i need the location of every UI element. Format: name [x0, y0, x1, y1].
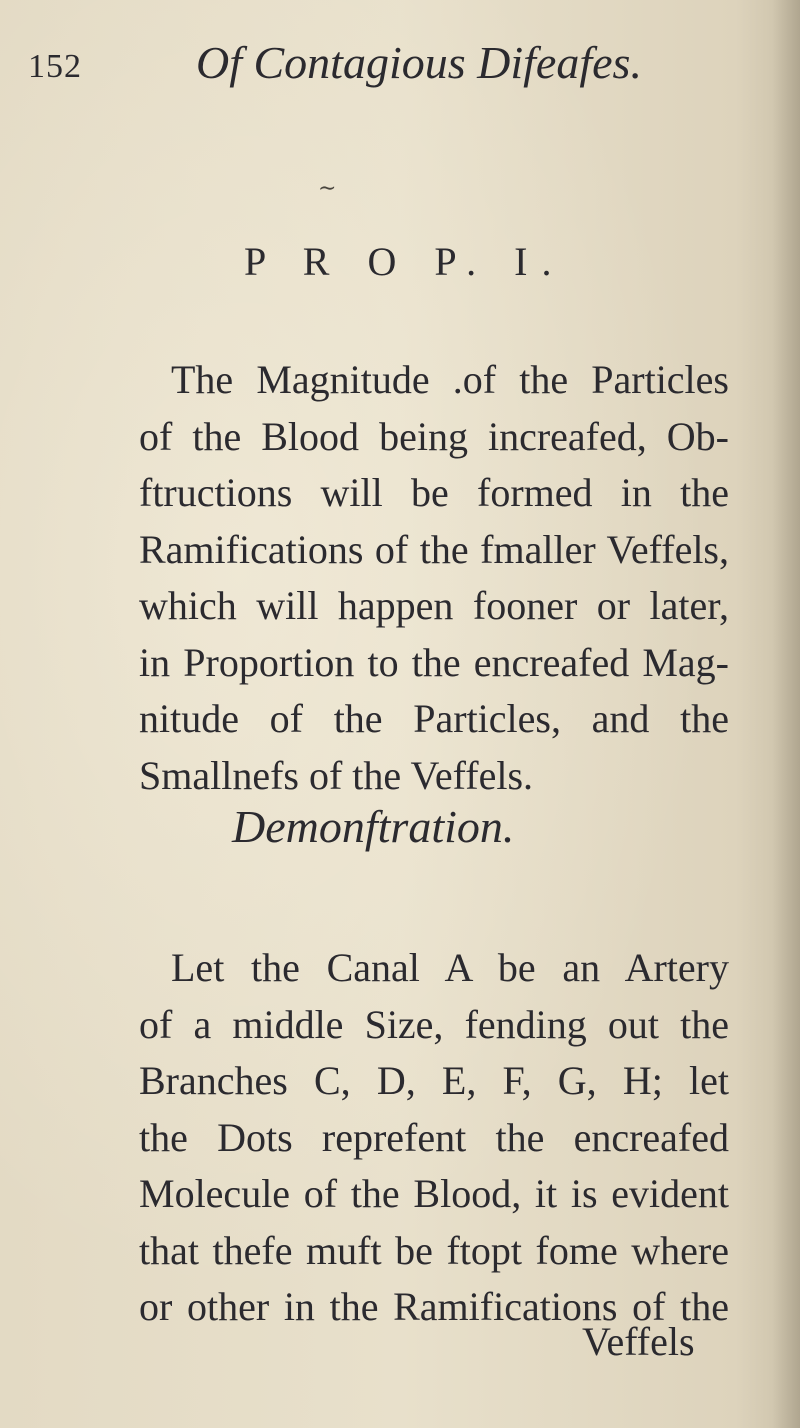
text-line: that thefe muft be ftopt fome where	[139, 1227, 729, 1273]
text-line: Let the Canal A be an Artery	[171, 945, 729, 990]
catchword: Veffels	[582, 1319, 695, 1364]
running-title: Of Contagious Difeafes.	[196, 37, 642, 88]
text-line: which will happen fooner or later,	[139, 583, 729, 628]
page-number: 152	[28, 48, 82, 85]
page-gutter-shadow	[772, 0, 800, 1428]
text-line: Branches C, D, E, F, G, H; let	[139, 1058, 729, 1103]
text-line: of the Blood being increafed, Ob-	[139, 413, 729, 459]
text-line: nitude of the Particles, and the	[139, 696, 729, 741]
text-line: Ramifications of the fmaller Veffels,	[139, 526, 729, 572]
demonstration-text	[139, 940, 729, 1336]
tilde-mark-icon: ∼	[318, 176, 337, 201]
text-line: Molecule of the Blood, it is evident	[139, 1171, 729, 1216]
text-line: in Proportion to the encreafed Mag-	[139, 639, 729, 685]
text-line: of a middle Size, fending out the	[139, 1001, 729, 1047]
text-line: Smallnefs of the Veffels.	[139, 752, 534, 798]
demonstration-heading: Demonftration.	[232, 801, 515, 852]
proposition-text	[139, 352, 729, 804]
proposition-label: P R O P. I.	[244, 239, 566, 284]
text-line: ftructions will be formed in the	[139, 470, 729, 515]
text-line: the Dots reprefent the encreafed	[139, 1114, 729, 1160]
text-line: or other in the Ramifications of the	[139, 1284, 729, 1329]
text-line: The Magnitude .of the Particles	[171, 357, 729, 402]
